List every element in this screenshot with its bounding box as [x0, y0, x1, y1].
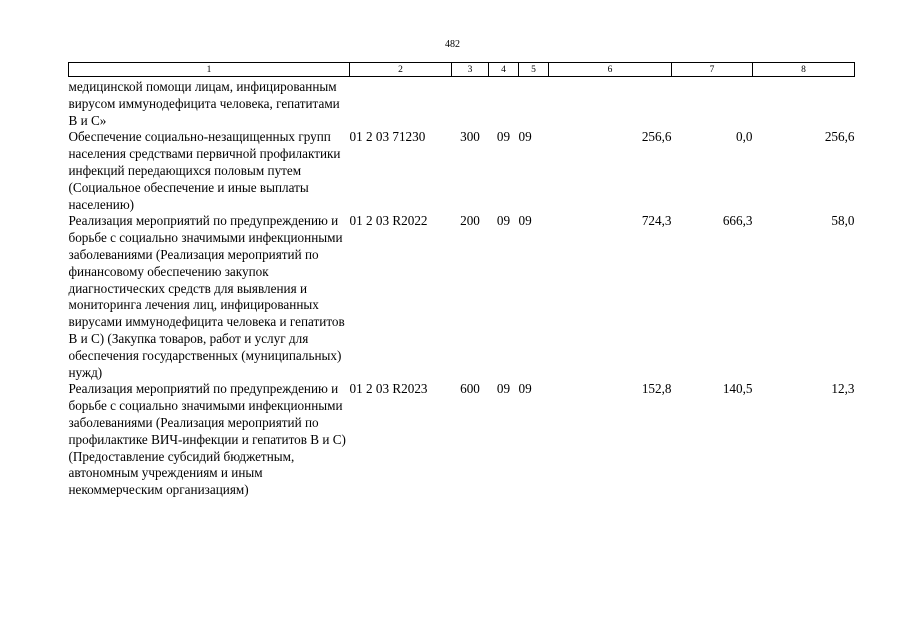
row-section: 09 — [496, 381, 511, 397]
row-name: Реализация мероприятий по предупреждению и борьбе с социально значимыми инфекционными заболеваниями (Реализация мероприятий по профилактике ВИЧ-инфекции и гепатитов В и С) (Предоставление субсидий бюджетным, автономным учреждениям и иным некоммерческим организациям) — [68, 381, 346, 498]
column-header-5: 5 — [519, 63, 549, 77]
row-total — [549, 77, 672, 130]
column-header-2: 2 — [350, 63, 452, 77]
budget-table — [68, 62, 855, 499]
row-name: Реализация мероприятий по предупреждению и борьбе с социально значимыми инфекционными заболеваниями (Реализация мероприятий по финансовому обеспечению закупок диагностических средств для выявления и мониторинга лечения лиц, инфицированных вирусами иммунодефицита человека и гепатитов В и С) (Закупка товаров, работ и услуг для обеспечения государственных (муниципальных) нужд) — [68, 213, 345, 380]
row-expense-type: 300 — [460, 129, 480, 145]
column-header-1: 1 — [69, 63, 350, 77]
row-expense-type: 200 — [460, 213, 480, 229]
row-section — [489, 77, 519, 130]
page-number: 482 — [445, 39, 460, 50]
row-expense-type — [452, 77, 489, 130]
row-expense-type: 600 — [460, 381, 480, 397]
table-row — [69, 77, 855, 130]
row-name: медицинской помощи лицам, инфицированным вирусом иммунодефицита человека, гепатитами В и С» — [68, 79, 340, 128]
column-header-6: 6 — [549, 63, 672, 77]
row-subsection: 09 — [518, 213, 532, 229]
column-header-8: 8 — [753, 63, 855, 77]
column-number-row — [69, 63, 855, 77]
row-value-7: 140,5 — [722, 381, 753, 397]
row-code: 01 2 03 R2022 — [349, 213, 428, 229]
row-section: 09 — [496, 213, 511, 229]
table-row — [69, 129, 855, 213]
column-header-4: 4 — [489, 63, 519, 77]
row-value-7: 666,3 — [722, 213, 753, 229]
row-subsection: 09 — [518, 381, 532, 397]
row-value-8: 256,6 — [824, 129, 855, 145]
column-header-3: 3 — [452, 63, 489, 77]
row-value-8: 12,3 — [831, 381, 855, 397]
row-section: 09 — [496, 129, 511, 145]
table-row — [69, 381, 855, 499]
row-total: 152,8 — [641, 381, 672, 397]
row-total: 724,3 — [641, 213, 672, 229]
column-header-7: 7 — [672, 63, 753, 77]
row-subsection: 09 — [518, 129, 532, 145]
row-total: 256,6 — [641, 129, 672, 145]
row-name: Обеспечение социально-незащищенных групп населения средствами первичной профилактики инфекций передающихся половым путем (Социальное обеспечение и иные выплаты населению) — [68, 129, 341, 212]
row-value-8 — [753, 77, 855, 130]
row-subsection — [519, 77, 549, 130]
row-code: 01 2 03 71230 — [349, 129, 426, 145]
row-code — [350, 77, 452, 130]
table-row — [69, 213, 855, 381]
row-value-7: 0,0 — [736, 129, 753, 145]
row-value-8: 58,0 — [831, 213, 855, 229]
row-code: 01 2 03 R2023 — [349, 381, 428, 397]
row-value-7 — [672, 77, 753, 130]
